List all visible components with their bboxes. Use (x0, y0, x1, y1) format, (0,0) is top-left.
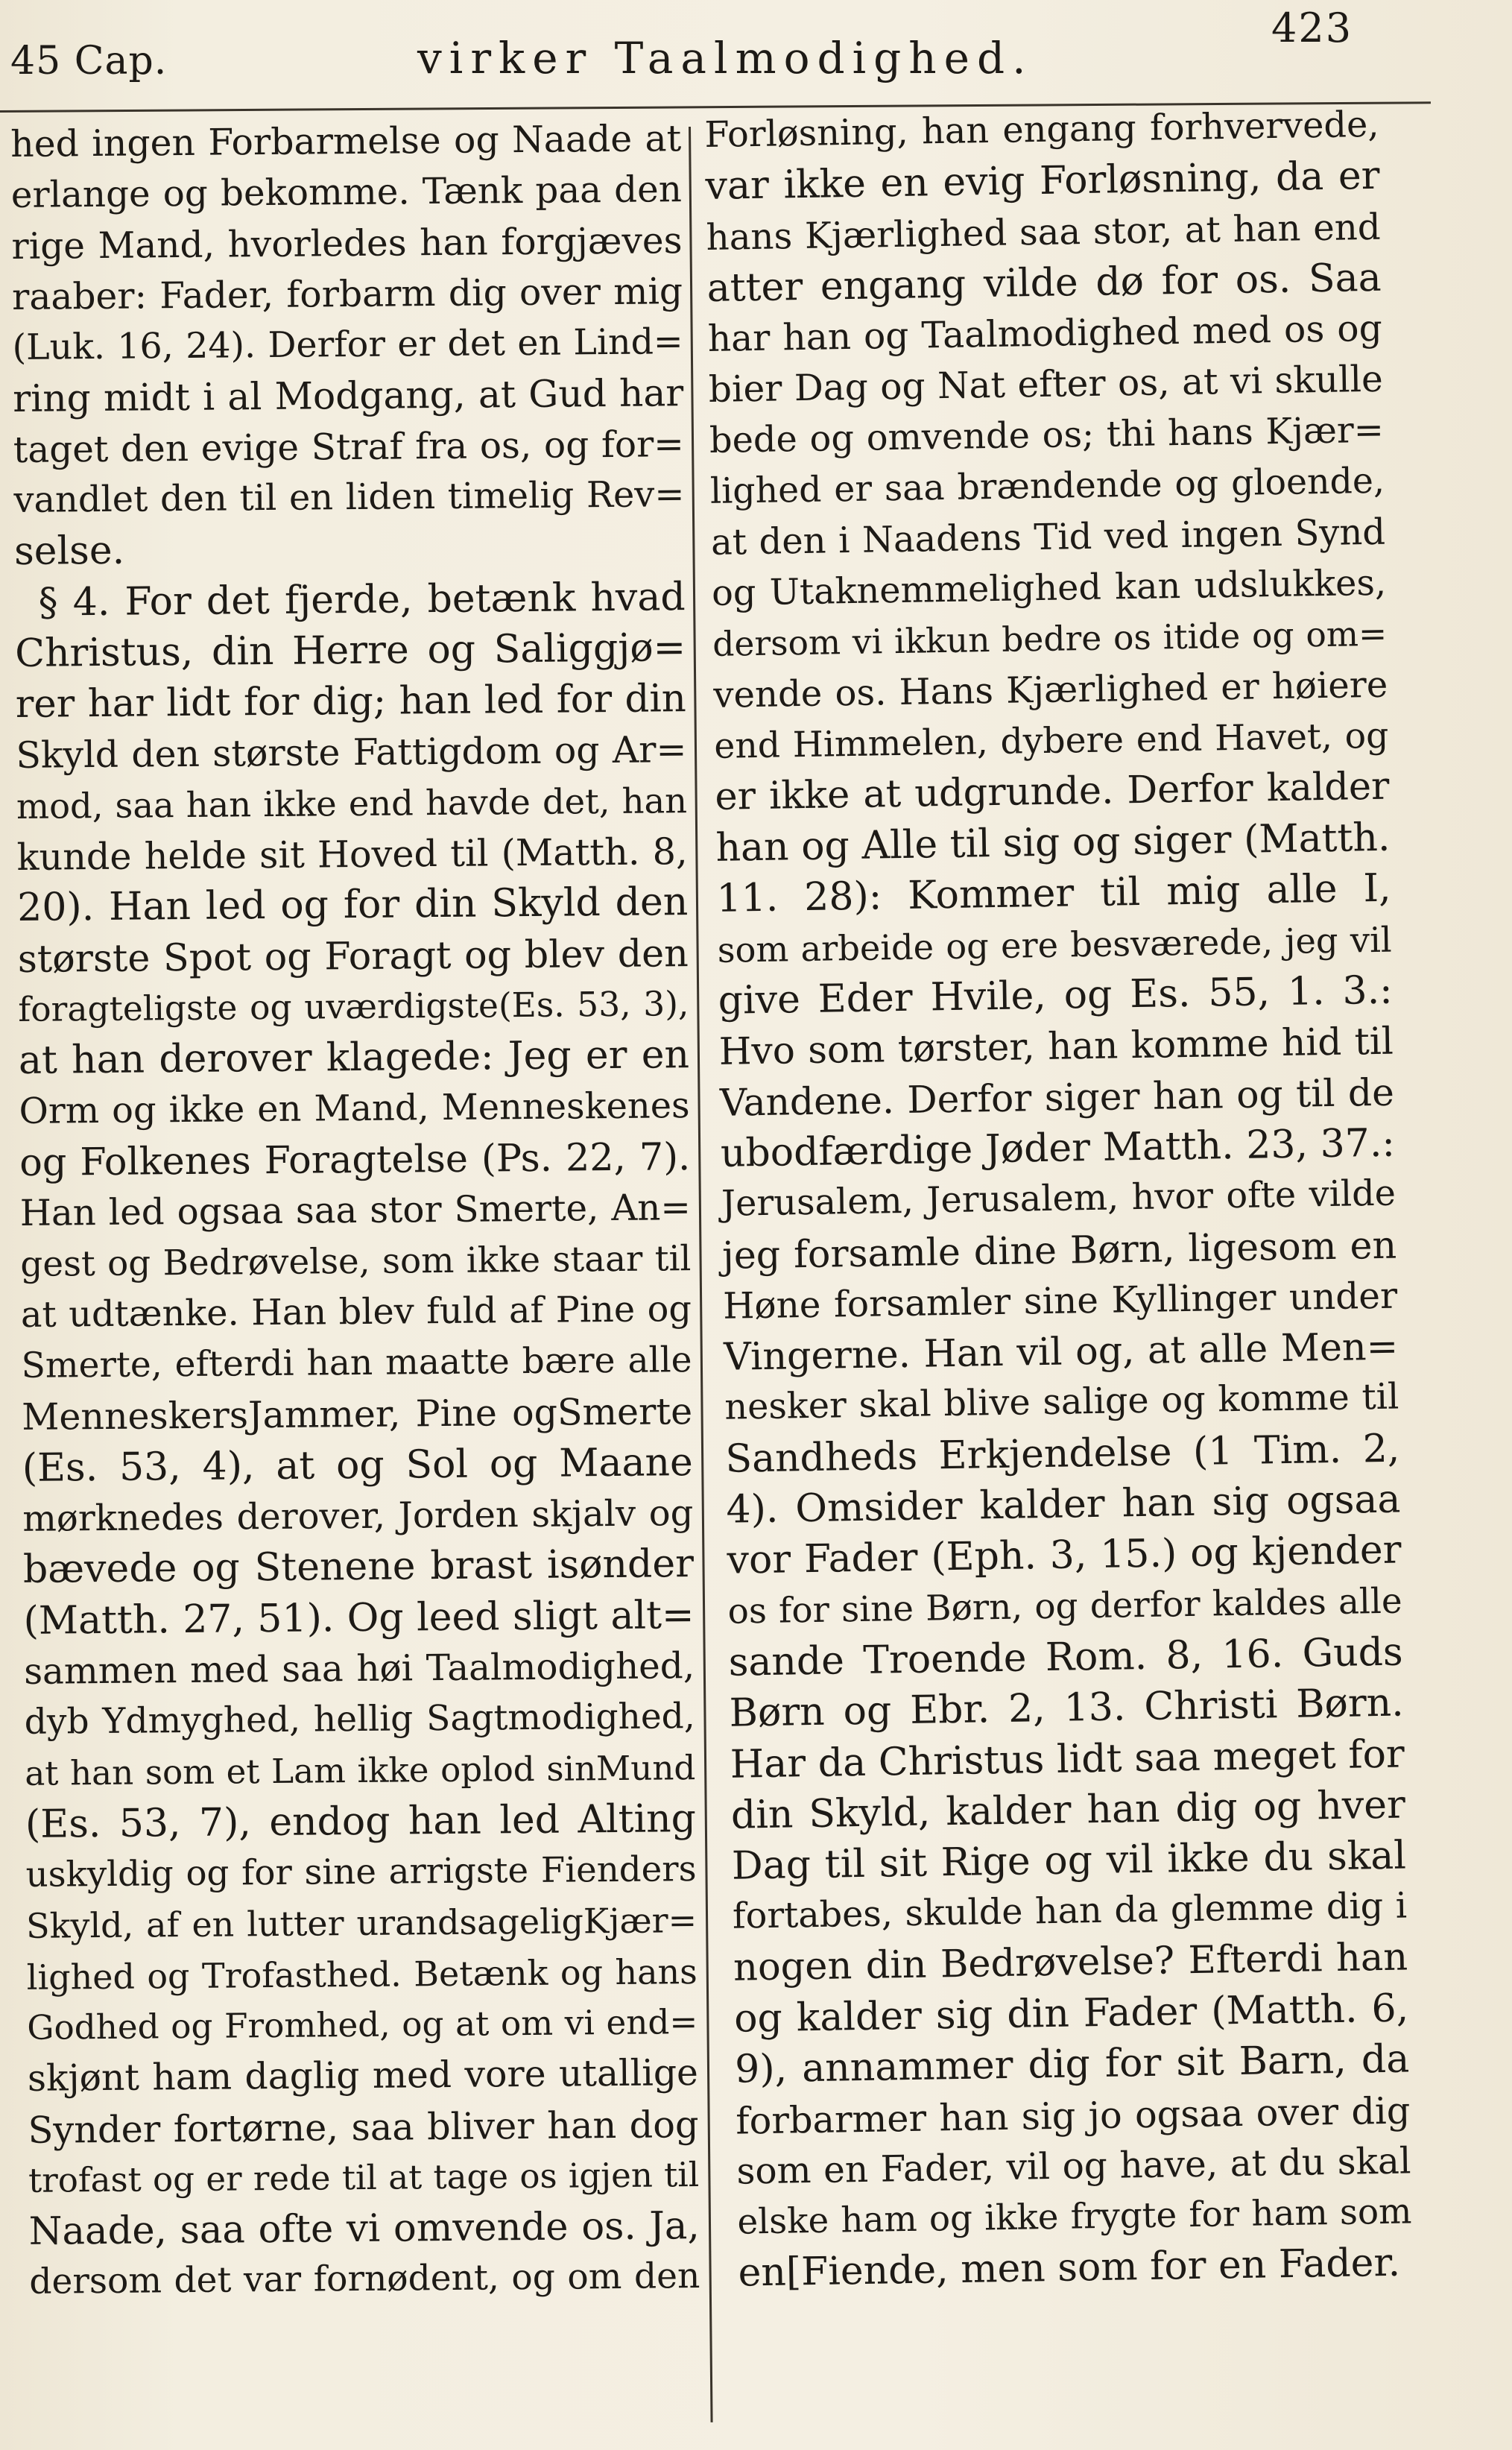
text-line: MenneskersJammer, Pine ogSmerte (21, 1389, 693, 1439)
text-line: Vingerne. Han vil og, at alle Men= (723, 1324, 1399, 1379)
text-line: Hvo som tørster, han komme hid til (718, 1019, 1394, 1074)
text-line: bede og omvende os; thi hans Kjær= (709, 409, 1385, 461)
text-line: Synder fortørne, saa bliver han dog (28, 2102, 699, 2152)
text-line: gest og Bedrøvelse, som ikke staar til (20, 1238, 692, 1285)
text-line: bier Dag og Nat efter os, at vi skulle (708, 359, 1384, 411)
text-line: Vandene. Derfor siger han og til de (719, 1070, 1395, 1125)
text-line: Christus, din Herre og Saliggjø= (14, 625, 686, 676)
left-column (10, 113, 700, 2308)
text-line: mod, saa han ikke end havde det, han (16, 780, 688, 827)
text-line: Skyld den største Fattigdom og Ar= (16, 727, 687, 777)
text-line: Han led ogsaa saa stor Smerte, An= (19, 1187, 692, 1235)
chapter-reference: 45 Cap. (10, 39, 168, 83)
text-line: Skyld, af en lutter urandsageligKjær= (25, 1900, 698, 1947)
text-line: at han derover klagede: Jeg er en (18, 1032, 690, 1084)
text-line: Naade, saa ofte vi omvende os. Ja, (28, 2203, 700, 2255)
text-line: og Folkenes Foragtelse (Ps. 22, 7). (19, 1134, 691, 1184)
text-line: og Utaknemmelighed kan udslukkes, (711, 562, 1387, 614)
text-line: atter engang vilde dø for os. Saa (706, 255, 1382, 311)
text-line: rige Mand, hvorledes han forgjæves (11, 219, 683, 268)
text-line: dersom vi ikkun bedre os itide og om= (712, 613, 1388, 664)
text-line: Smerte, efterdi han maatte bære alle (21, 1339, 692, 1387)
text-line: raaber: Fader, forbarm dig over mig (11, 271, 683, 318)
text-line: Forløsning, han engang forhvervede, (704, 104, 1379, 156)
text-line: taget den evige Straf fra os, og for= (13, 423, 685, 471)
text-line: største Spot og Foragt og blev den (17, 930, 689, 981)
text-line: fortabes, skulde han da glemme dig i (732, 1885, 1408, 1938)
text-line: (Luk. 16, 24). Derfor er det en Lind= (12, 321, 683, 369)
text-line: vandlet den til en liden timelig Rev= (13, 474, 685, 522)
text-line: foragteligste og uværdigste(Es. 53, 3), (18, 984, 689, 1030)
text-line: din Skyld, kalder han dig og hver (730, 1782, 1406, 1838)
text-line: give Eder Hvile, og Es. 55, 1. 3.: (718, 967, 1394, 1023)
text-line: Godhed og Fromhed, og at om vi end= (27, 2002, 698, 2048)
text-line: forbarmer han sig jo ogsaa over dig (735, 2089, 1411, 2143)
text-line: sammen med saa høi Taalmodighed, (23, 1644, 695, 1693)
text-line: som arbeide og ere besværede, jeg vil (717, 919, 1393, 970)
text-line: dyb Ydmyghed, hellig Sagtmodighed, (24, 1696, 695, 1743)
text-line: nogen din Bedrøvelse? Efterdi han (733, 1935, 1408, 1990)
text-line: bævede og Stenene brast isønder (22, 1541, 695, 1593)
text-line: ring midt i al Modgang, at Gud har (13, 370, 684, 421)
text-line: Sandheds Erkjendelse (1 Tim. 2, (724, 1426, 1400, 1482)
text-line: Har da Christus lidt saa meget for (730, 1731, 1405, 1787)
text-line: at den i Naadens Tid ved ingen Synd (710, 511, 1386, 564)
text-line: os for sine Børn, og derfor kaldes alle (727, 1581, 1402, 1632)
text-line: lighed og Trofasthed. Betænk og hans (26, 1951, 698, 1998)
text-line: hed ingen Forbarmelse og Naade at (10, 117, 682, 165)
section-heading-line: § 4. For det fjerde, betænk hvad (38, 574, 686, 625)
text-line: (Es. 53, 7), endog han led Alting (25, 1796, 697, 1847)
text-line: hans Kjærlighed saa stor, at han end (706, 206, 1382, 259)
text-line: skjønt ham daglig med vore utallige (27, 2051, 699, 2100)
text-line: vor Fader (Eph. 3, 15.) og kjender (727, 1527, 1402, 1584)
text-line: vende os. Hans Kjærlighed er høiere (712, 663, 1388, 717)
text-line: har han og Taalmodighed med os og (707, 307, 1383, 361)
text-line: rer har lidt for dig; han led for din (15, 676, 687, 727)
text-line: 20). Han led og for din Skyld den (16, 880, 689, 931)
text-line: Høne forsamler sine Kyllinger under (722, 1275, 1398, 1327)
page-number: 423 (1271, 4, 1353, 51)
text-line: og kalder sig din Fader (Matth. 6, (733, 1986, 1409, 2042)
text-line: som en Fader, vil og have, at du skal (736, 2140, 1411, 2193)
text-line: 11. 28): Kommer til mig alle I, (716, 866, 1391, 922)
text-line: selse. (13, 528, 125, 575)
text-line: lighed er saa brændende og gloende, (709, 460, 1385, 513)
text-line: Børn og Ebr. 2, 13. Christi Børn. (729, 1680, 1405, 1736)
text-line: trofast og er rede til at tage os igjen til (28, 2154, 700, 2200)
running-title: virker Taalmodighed. (417, 33, 1034, 83)
text-line: at udtænke. Han blev fuld af Pine og (20, 1288, 692, 1336)
text-line: ubodfærdige Jøder Matth. 23, 37.: (720, 1120, 1396, 1176)
text-line: uskyldig og for sine arrigste Fienders (25, 1849, 697, 1896)
text-line: mørknedes derover, Jorden skjalv og (22, 1492, 694, 1540)
text-line: han og Alle til sig og siger (Matth. (715, 815, 1391, 871)
text-line: nesker skal blive salige og komme til (724, 1376, 1399, 1429)
text-line: dersom det var fornødent, og om den (29, 2255, 700, 2303)
text-line: sande Troende Rom. 8, 16. Guds (728, 1629, 1404, 1685)
text-line: er ikke at udgrunde. Derfor kalder (715, 764, 1390, 819)
text-line: Jerusalem, Jerusalem, hvor ofte vilde (721, 1172, 1396, 1225)
text-line: Orm og ikke en Mand, Menneskenes (19, 1084, 690, 1132)
text-line: 9), annammer dig for sit Barn, da (734, 2036, 1410, 2092)
text-line: end Himmelen, dybere end Havet, og (713, 715, 1389, 767)
text-line: at han som et Lam ikke oplod sinMund (25, 1747, 696, 1793)
right-column (704, 100, 1413, 2299)
text-line: Dag til sit Rige og vil ikke du skal (731, 1833, 1407, 1889)
text-line: (Es. 53, 4), at og Sol og Maane (22, 1439, 694, 1491)
text-line: kunde helde sit Hoved til (Matth. 8, (16, 830, 688, 880)
text-line: (Matth. 27, 51). Og leed sligt alt= (23, 1592, 695, 1644)
text-line: elske ham og ikke frygte for ham som (737, 2191, 1412, 2243)
text-line: jeg forsamle dine Børn, ligesom en (721, 1222, 1397, 1278)
text-line: erlange og bekomme. Tænk paa den (10, 168, 683, 217)
text-line: var ikke en evig Forløsning, da er (705, 154, 1380, 209)
text-line: en[Fiende, men som for en Fader. (738, 2241, 1401, 2296)
text-line: 4). Omsider kalder han sig ogsaa (726, 1477, 1401, 1532)
